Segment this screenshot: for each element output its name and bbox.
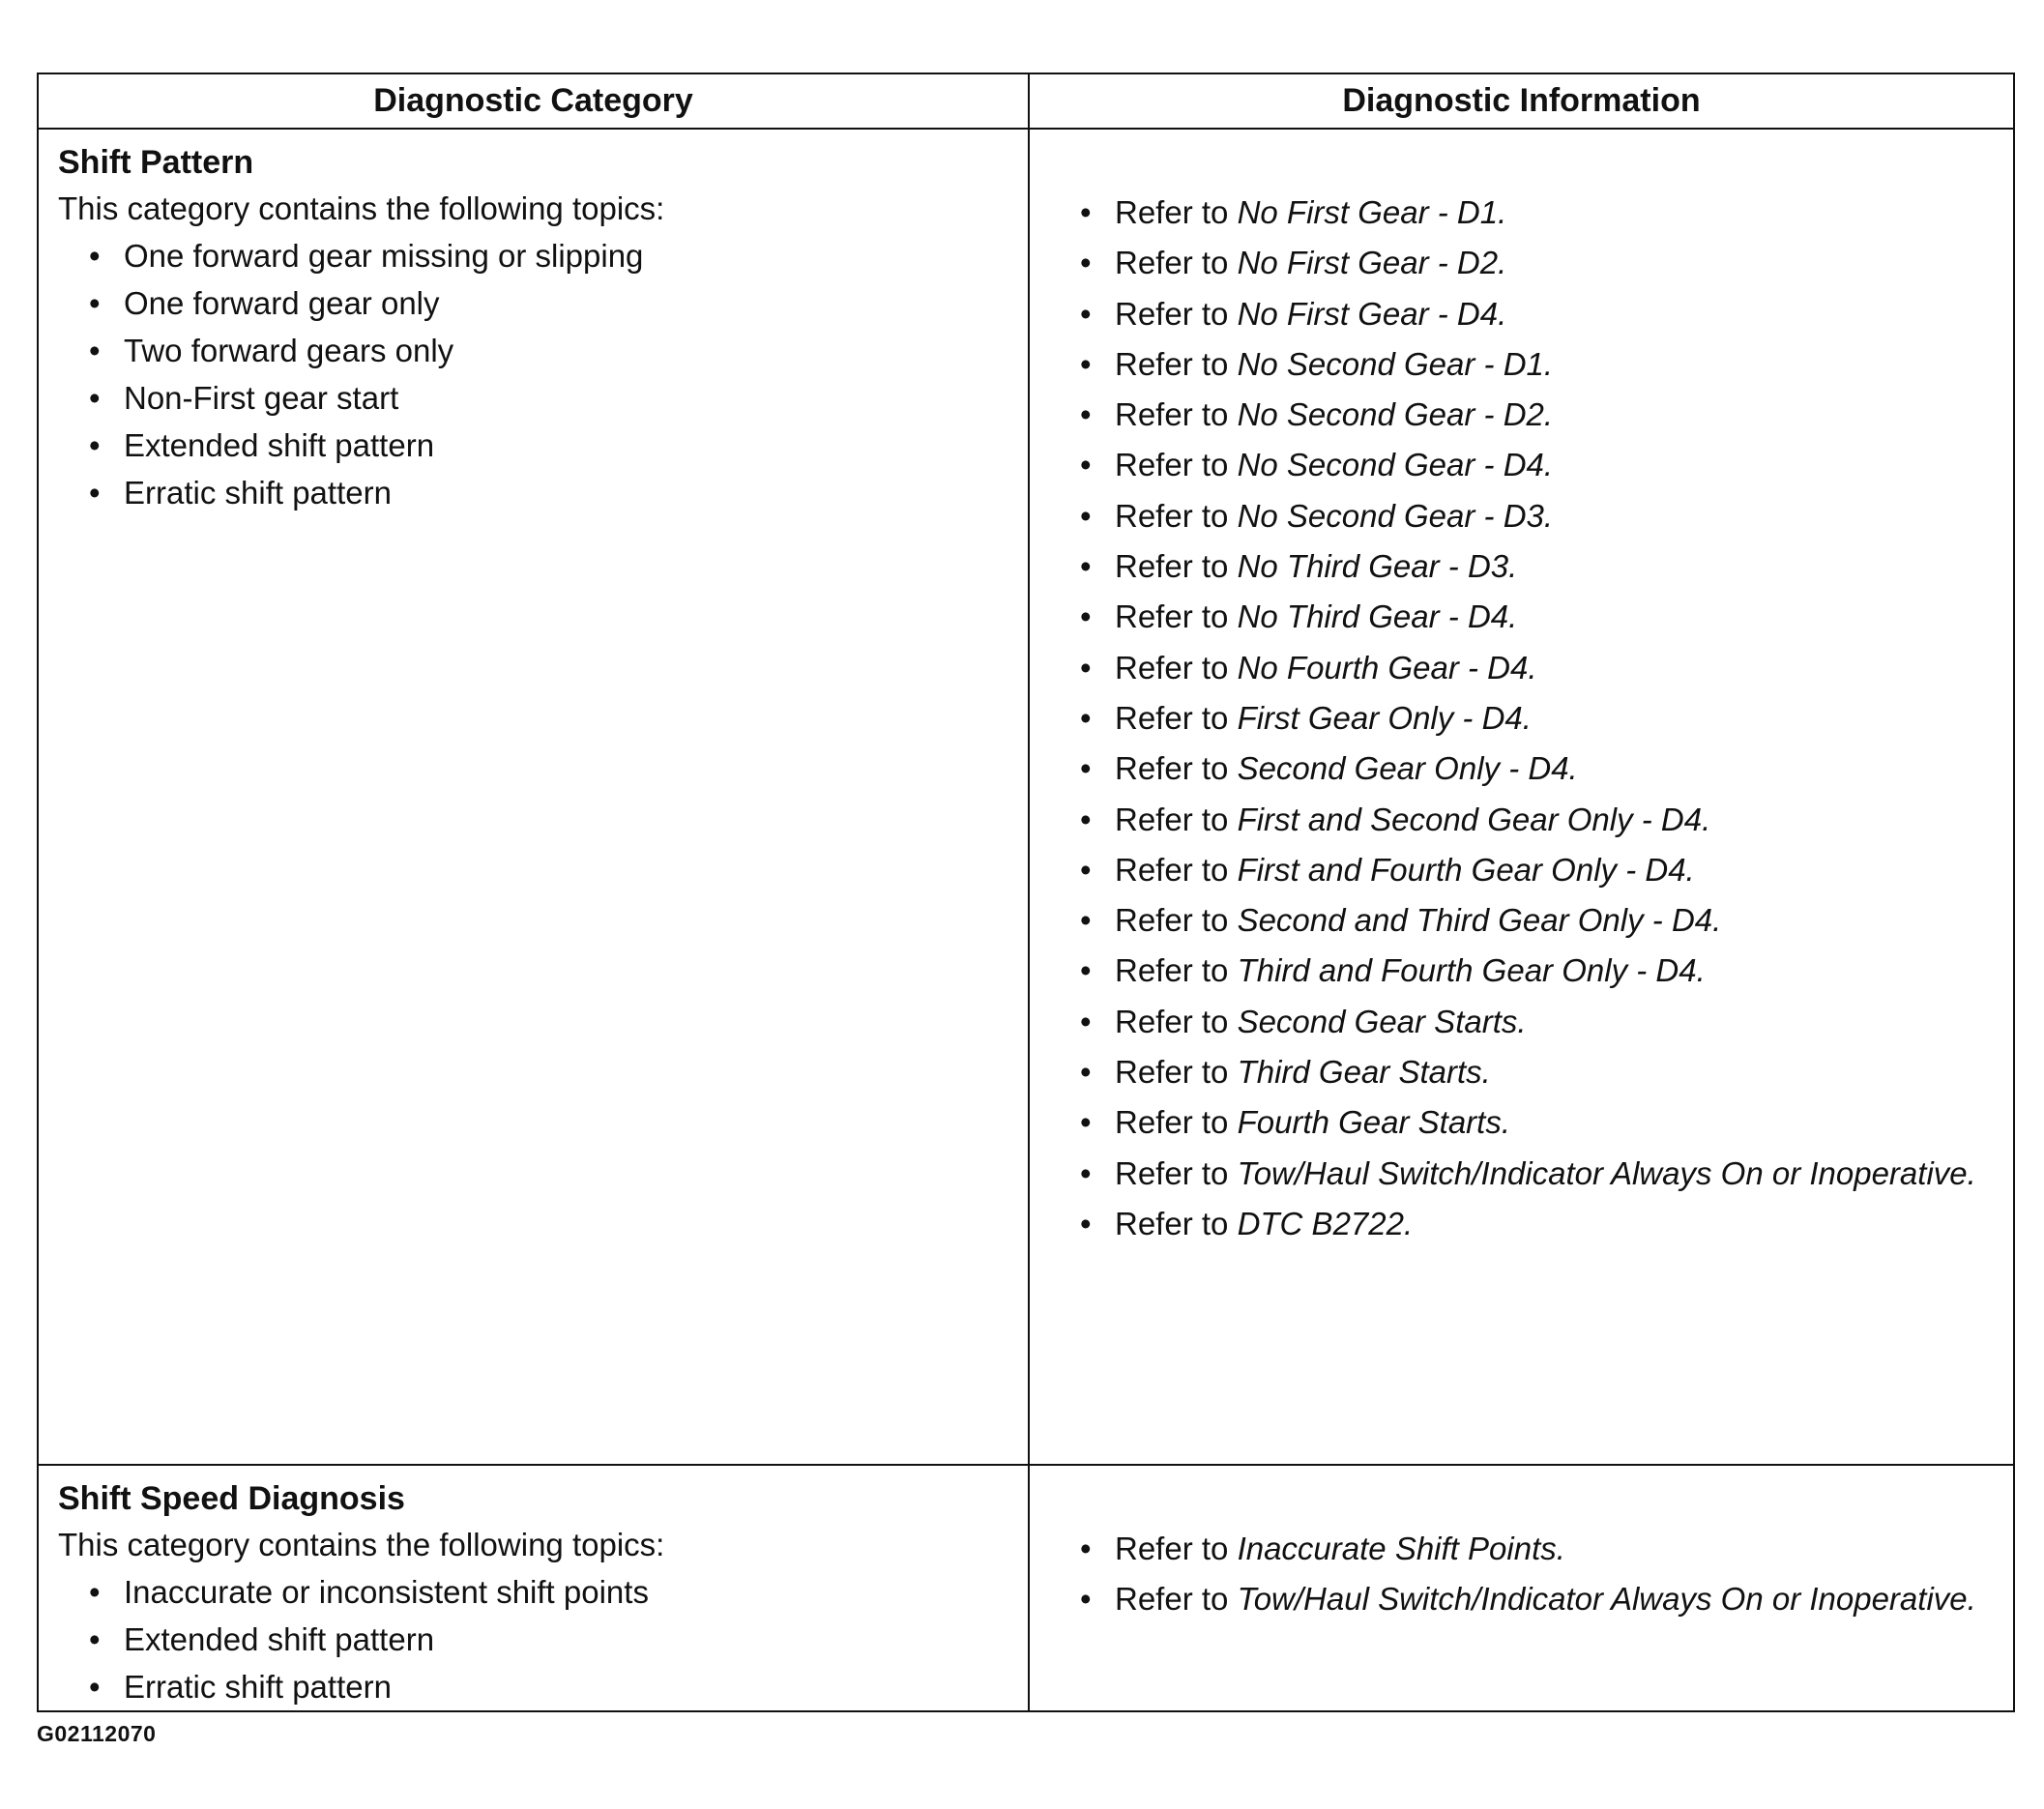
reference-prefix: Refer to xyxy=(1115,497,1229,534)
category-title: Shift Speed Diagnosis xyxy=(58,1480,405,1517)
reference-prefix: Refer to xyxy=(1115,699,1229,736)
information-cell xyxy=(1029,129,2014,1465)
header-diagnostic-information: Diagnostic Information xyxy=(1029,73,2014,129)
category-intro: This category contains the following topics: xyxy=(58,1527,665,1562)
reference-prefix: Refer to xyxy=(1115,1205,1229,1241)
information-cell xyxy=(1029,1465,2014,1711)
reference-link[interactable]: First and Second Gear Only - D4. xyxy=(1237,801,1711,837)
reference-link[interactable]: Third Gear Starts. xyxy=(1237,1054,1491,1091)
reference-prefix: Refer to xyxy=(1115,801,1229,837)
topic-item: • One forward gear only xyxy=(89,279,1010,327)
reference-prefix: Refer to xyxy=(1115,1581,1229,1618)
reference-item xyxy=(1080,547,1984,586)
diagnostic-table xyxy=(37,73,2015,1712)
reference-item xyxy=(1080,901,1984,940)
reference-item xyxy=(1080,1103,1984,1142)
reference-item xyxy=(1080,951,1984,990)
reference-item xyxy=(1080,699,1984,738)
reference-link[interactable]: Second Gear Only - D4. xyxy=(1237,750,1578,787)
figure-id: G02112070 xyxy=(37,1721,157,1746)
reference-item xyxy=(1080,1530,1984,1568)
reference-prefix: Refer to xyxy=(1115,447,1229,483)
reference-item xyxy=(1080,1003,1984,1041)
reference-link[interactable]: Second and Third Gear Only - D4. xyxy=(1237,902,1722,939)
reference-prefix: Refer to xyxy=(1115,345,1229,382)
category-cell xyxy=(38,1465,1029,1711)
reference-link[interactable]: No Third Gear - D4. xyxy=(1237,598,1518,635)
reference-prefix: Refer to xyxy=(1115,649,1229,686)
reference-item xyxy=(1080,345,1984,384)
reference-item xyxy=(1080,295,1984,334)
reference-item xyxy=(1080,1154,1984,1193)
reference-link[interactable]: Second Gear Starts. xyxy=(1237,1003,1527,1039)
reference-prefix: Refer to xyxy=(1115,1054,1229,1091)
table-row xyxy=(38,129,2014,1465)
table-row xyxy=(38,1465,2014,1711)
reference-item xyxy=(1080,244,1984,282)
reference-link[interactable]: Fourth Gear Starts. xyxy=(1237,1104,1510,1141)
reference-item xyxy=(1080,1205,1984,1243)
topic-item: • Inaccurate or inconsistent shift points xyxy=(89,1568,1010,1616)
reference-item xyxy=(1080,1053,1984,1092)
reference-link[interactable]: No Second Gear - D1. xyxy=(1237,345,1554,382)
reference-prefix: Refer to xyxy=(1115,851,1229,888)
reference-link[interactable]: No Second Gear - D3. xyxy=(1237,497,1554,534)
reference-list xyxy=(1080,1530,1984,1619)
topic-item: • Extended shift pattern xyxy=(89,422,1010,469)
reference-prefix: Refer to xyxy=(1115,952,1229,989)
reference-prefix: Refer to xyxy=(1115,1104,1229,1141)
topic-item: • Non-First gear start xyxy=(89,374,1010,422)
reference-list xyxy=(1080,193,1984,1243)
reference-prefix: Refer to xyxy=(1115,396,1229,433)
reference-item xyxy=(1080,395,1984,434)
topic-item: • Erratic shift pattern xyxy=(89,469,1010,516)
reference-item xyxy=(1080,851,1984,890)
topic-item: • One forward gear missing or slipping xyxy=(89,232,1010,279)
reference-link[interactable]: Third and Fourth Gear Only - D4. xyxy=(1237,952,1706,989)
reference-link[interactable]: No First Gear - D1. xyxy=(1237,194,1507,230)
reference-item xyxy=(1080,749,1984,788)
category-cell xyxy=(38,129,1029,1465)
reference-link[interactable]: No Third Gear - D3. xyxy=(1237,548,1518,585)
topic-item: • Erratic shift pattern xyxy=(89,1663,1010,1710)
reference-link[interactable]: Inaccurate Shift Points. xyxy=(1237,1531,1565,1566)
reference-item xyxy=(1080,598,1984,636)
reference-link[interactable]: DTC B2722. xyxy=(1237,1205,1414,1241)
topic-list xyxy=(58,232,1010,516)
reference-prefix: Refer to xyxy=(1115,194,1229,230)
reference-prefix: Refer to xyxy=(1115,295,1229,332)
reference-link[interactable]: First and Fourth Gear Only - D4. xyxy=(1237,851,1695,888)
reference-link[interactable]: Tow/Haul Switch/Indicator Always On or Inoperative. xyxy=(1237,1154,1976,1191)
reference-item xyxy=(1080,801,1984,839)
header-diagnostic-category: Diagnostic Category xyxy=(38,73,1029,129)
topic-item: • Two forward gears only xyxy=(89,327,1010,374)
reference-link[interactable]: No Second Gear - D2. xyxy=(1237,396,1554,433)
reference-link[interactable]: No Second Gear - D4. xyxy=(1237,447,1554,483)
reference-link[interactable]: No First Gear - D2. xyxy=(1237,245,1507,281)
header-row xyxy=(38,73,2014,129)
reference-item xyxy=(1080,649,1984,687)
reference-link[interactable]: Tow/Haul Switch/Indicator Always On or Inoperative. xyxy=(1237,1581,1976,1618)
reference-prefix: Refer to xyxy=(1115,1003,1229,1039)
reference-link[interactable]: No Fourth Gear - D4. xyxy=(1237,649,1537,686)
reference-prefix: Refer to xyxy=(1115,902,1229,939)
category-intro: This category contains the following topics: xyxy=(58,190,665,226)
reference-prefix: Refer to xyxy=(1115,245,1229,281)
reference-prefix: Refer to xyxy=(1115,1531,1229,1566)
topic-item: • Extended shift pattern xyxy=(89,1616,1010,1663)
topic-list xyxy=(58,1568,1010,1710)
reference-link[interactable]: No First Gear - D4. xyxy=(1237,295,1507,332)
reference-prefix: Refer to xyxy=(1115,750,1229,787)
reference-prefix: Refer to xyxy=(1115,1154,1229,1191)
reference-item xyxy=(1080,446,1984,484)
reference-item xyxy=(1080,1580,1984,1619)
reference-item xyxy=(1080,193,1984,232)
category-title: Shift Pattern xyxy=(58,144,254,181)
reference-link[interactable]: First Gear Only - D4. xyxy=(1237,699,1532,736)
reference-prefix: Refer to xyxy=(1115,598,1229,635)
reference-prefix: Refer to xyxy=(1115,548,1229,585)
reference-item xyxy=(1080,497,1984,536)
